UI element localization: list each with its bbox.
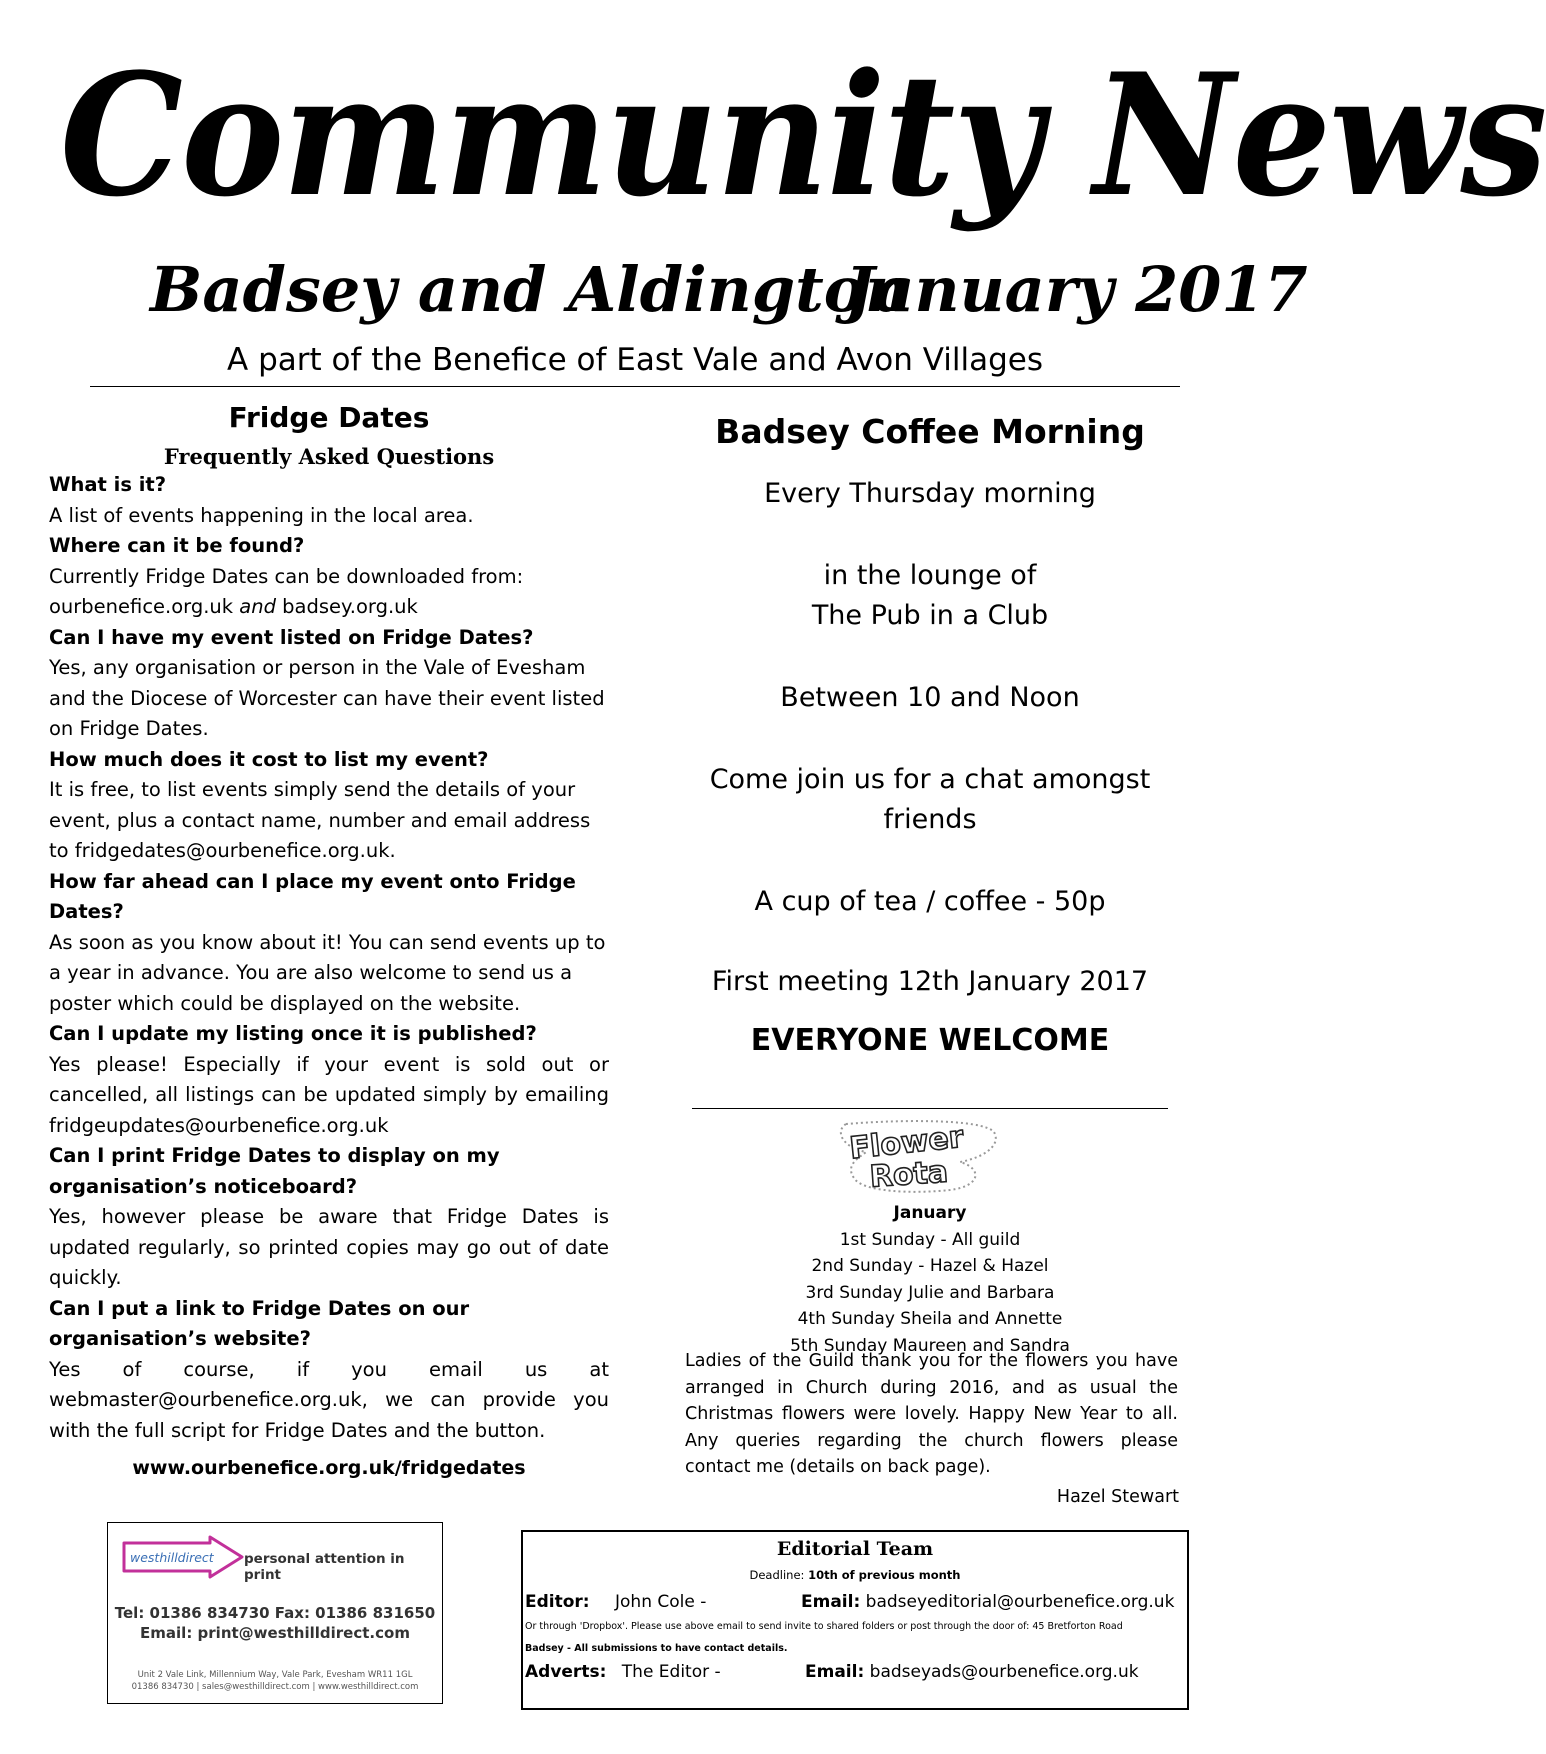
fridge-dates-section [49, 398, 609, 1482]
flower-logo-text-bottom: Rota [868, 1154, 950, 1195]
faq-answer: Yes please! Especially if your event is sold out or cancelled, all listings can be updated simply by emailing fridgeupdates@ourbenefice.org.uk [49, 1052, 609, 1137]
deadline-label: Deadline: [749, 1568, 809, 1582]
editorial-deadline [523, 1568, 1187, 1582]
coffee-invite-line2: friends [883, 804, 977, 835]
guild-note: Ladies of the Guild thank you for the flowers you have arranged in Church during 2016, and as usual the Christmas flowers were lovely. Happy New Year to all. Any queries regarding the church flowers please contact me (details on back page). [685, 1351, 1178, 1477]
advert-email: Email: print@westhilldirect.com [140, 1624, 410, 1642]
masthead-location: Badsey and Aldington [150, 253, 911, 326]
faq-item [49, 1294, 609, 1447]
coffee-where-line2: The Pub in a Club [811, 600, 1049, 631]
adverts-contact: The Editor - [621, 1662, 721, 1682]
dropbox-note-line1: Or through 'Dropbox'. Please use above email to send invite to shared folders or post through the door of: 45 Bretforton Road [525, 1621, 1123, 1632]
adverts-row [525, 1662, 721, 1682]
faq-question: Can I put a link to Fridge Dates on our organisation’s website? [49, 1296, 470, 1350]
editorial-team-box [521, 1530, 1189, 1710]
rota-entry: 5th Sunday Maureen and Sandra [790, 1335, 1070, 1356]
signature: Hazel Stewart [1056, 1487, 1179, 1507]
adverts-email-row [805, 1662, 1139, 1682]
faq-question: How much does it cost to list my event? [49, 747, 489, 771]
editorial-title: Editorial Team [776, 1538, 934, 1560]
faq-item [49, 623, 609, 745]
deadline-value: 10th of previous month [808, 1568, 961, 1582]
adverts-email[interactable]: badseyads@ourbenefice.org.uk [869, 1662, 1139, 1682]
advert-address [108, 1669, 442, 1693]
editor-label: Editor: [525, 1592, 590, 1612]
faq-item [49, 531, 609, 623]
rota-entry: 3rd Sunday Julie and Barbara [805, 1282, 1055, 1303]
site-link-badsey[interactable]: badsey.org.uk [275, 595, 418, 618]
rota-entry: 1st Sunday - All guild [839, 1229, 1021, 1250]
fridge-dates-link[interactable]: www.ourbenefice.org.uk/fridgedates [132, 1457, 526, 1479]
faq-answer: Yes of course, if you email us at webmaster@ourbenefice.org.uk, we can provide you with the full script for Fridge Dates and the button. [49, 1357, 609, 1442]
faq-question: Can I print Fridge Dates to display on my organisation’s noticeboard? [49, 1144, 500, 1198]
faq-question: Can I update my listing once it is published? [49, 1022, 537, 1045]
adverts-label: Adverts: [525, 1662, 607, 1682]
advert-address-line1: Unit 2 Vale Link, Millennium Way, Vale Park, Evesham WR11 1GL [137, 1670, 413, 1680]
adverts-email-label: Email: [805, 1662, 865, 1682]
editor-name: John Cole - [615, 1592, 707, 1612]
faq-answer-sites [49, 592, 609, 623]
masthead-tagline: A part of the Benefice of East Vale and Avon Villages [227, 342, 1043, 378]
everyone-welcome: EVERYONE WELCOME [750, 1023, 1110, 1058]
editor-email-row [801, 1592, 1174, 1612]
westhill-logo-arrow [122, 1535, 246, 1579]
editor-row [525, 1592, 706, 1612]
advert-address-line2: 01386 834730 | sales@westhilldirect.com | www.westhilldirect.com [131, 1682, 419, 1692]
faq-answer: Currently Fridge Dates can be downloaded from: [49, 564, 524, 588]
faq-answer: It is free, to list events simply send the details of your event, plus a contact name, number and email address to fridgedates@ourbenefice.org.uk. [49, 778, 591, 862]
advert-phone: Tel: 01386 834730 Fax: 01386 831650 [114, 1604, 436, 1622]
coffee-morning-title: Badsey Coffee Morning [715, 412, 1145, 451]
coffee-first-meeting: First meeting 12th January 2017 [711, 966, 1149, 997]
faq-item [49, 1019, 609, 1141]
fridge-dates-title: Fridge Dates [228, 401, 430, 434]
faq-question: Where can it be found? [49, 534, 305, 557]
advert-tagline: personal attention in print [244, 1551, 405, 1583]
header-divider [90, 386, 1180, 387]
faq-answer: Yes, however please be aware that Fridge Dates is updated regularly, so printed copies may go out of date quickly. [49, 1205, 609, 1289]
faq-question: How far ahead can I place my event onto Fridge Dates? [49, 869, 576, 923]
coffee-time: Between 10 and Noon [780, 682, 1080, 713]
section-divider [692, 1108, 1168, 1109]
faq-item [49, 745, 609, 867]
editor-email-label: Email: [801, 1592, 861, 1612]
masthead-issue-date: January 2017 [845, 253, 1308, 326]
faq-answer: As soon as you know about it! You can send events up to a year in advance. You are also welcome to send us a poster which could be displayed on the website. [49, 930, 606, 1015]
faq-heading: Frequently Asked Questions [163, 444, 495, 469]
masthead-title: Community News [60, 36, 1546, 234]
coffee-price: A cup of tea / coffee - 50p [754, 886, 1106, 917]
coffee-morning-section [680, 400, 1180, 1066]
faq-item [49, 470, 609, 531]
flower-rota-logo [832, 1118, 1002, 1194]
rota-month: January [893, 1203, 967, 1223]
editor-email[interactable]: badseyeditorial@ourbenefice.org.uk [865, 1592, 1175, 1612]
coffee-invite-line1: Come join us for a chat amongst [709, 764, 1151, 795]
westhill-logo-text: westhilldirect [130, 1550, 214, 1565]
faq-item [49, 867, 609, 1020]
coffee-when: Every Thursday morning [764, 478, 1096, 509]
flower-rota-list [680, 1200, 1180, 1359]
rota-entry: 4th Sunday Sheila and Annette [797, 1309, 1063, 1329]
dropbox-note-line2: Badsey - All submissions to have contact details. [525, 1643, 788, 1654]
and-word: and [239, 595, 276, 618]
faq-answer: A list of events happening in the local area. [49, 503, 474, 527]
faq-answer: Yes, any organisation or person in the Vale of Evesham and the Diocese of Worcester can have their event listed on Fridge Dates. [49, 656, 605, 740]
faq-question: Can I have my event listed on Fridge Dates? [49, 625, 534, 649]
faq-question: What is it? [49, 473, 167, 496]
westhill-advert [107, 1522, 443, 1704]
rota-entry: 2nd Sunday - Hazel & Hazel [811, 1256, 1049, 1276]
faq-item [49, 1141, 609, 1294]
coffee-where-line1: in the lounge of [823, 560, 1037, 591]
flower-logo-text-top: Flower [847, 1119, 966, 1167]
site-link-ourbenefice[interactable]: ourbenefice.org.uk [49, 595, 240, 618]
